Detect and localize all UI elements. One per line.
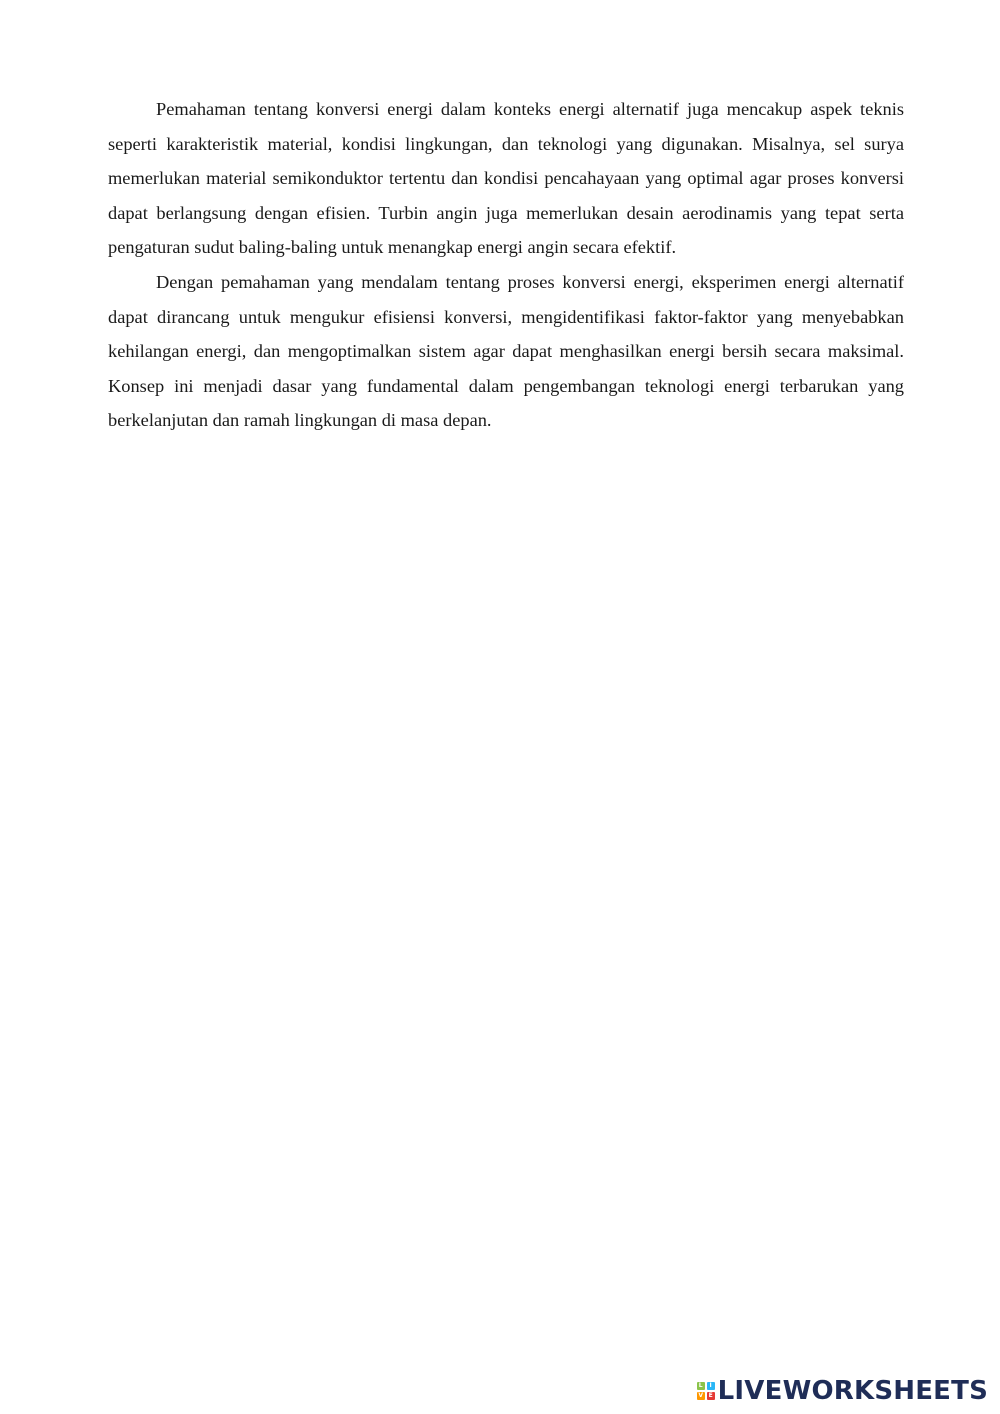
logo-mark-l: L [697, 1382, 705, 1390]
liveworksheets-logo-text: LIVEWORKSHEETS [717, 1376, 988, 1406]
paragraph-2: Dengan pemahaman yang mendalam tentang proses konversi energi, eksperimen energi alternatif dapat dirancang untuk mengukur efisiensi konversi, mengidentifikasi faktor-faktor yang menyebabkan kehilangan energi, dan mengoptimalkan sistem agar dapat menghasilkan energi bersih secara maksimal. Konsep ini menjadi dasar yang fundamental dalam pengembangan teknologi energi terbarukan yang berkelanjutan dan ramah lingkungan di masa depan. [108, 271, 904, 431]
logo-mark-i: I [707, 1382, 715, 1390]
liveworksheets-logo [697, 1378, 988, 1404]
liveworksheets-logo-mark [697, 1382, 715, 1400]
logo-mark-v: V [698, 1392, 703, 1399]
document-body [108, 92, 904, 438]
paragraph-1: Pemahaman tentang konversi energi dalam konteks energi alternatif juga mencakup aspek teknis seperti karakteristik material, kondisi lingkungan, dan teknologi yang digunakan. Misalnya, sel surya memerlukan material semikonduktor tertentu dan kondisi pencahayaan yang optimal agar proses konversi dapat berlangsung dengan efisien. Turbin angin juga memerlukan desain aerodinamis yang tepat serta pengaturan sudut baling-baling untuk menangkap energi angin secara efektif. [108, 99, 904, 258]
logo-mark-e: E [708, 1392, 713, 1399]
